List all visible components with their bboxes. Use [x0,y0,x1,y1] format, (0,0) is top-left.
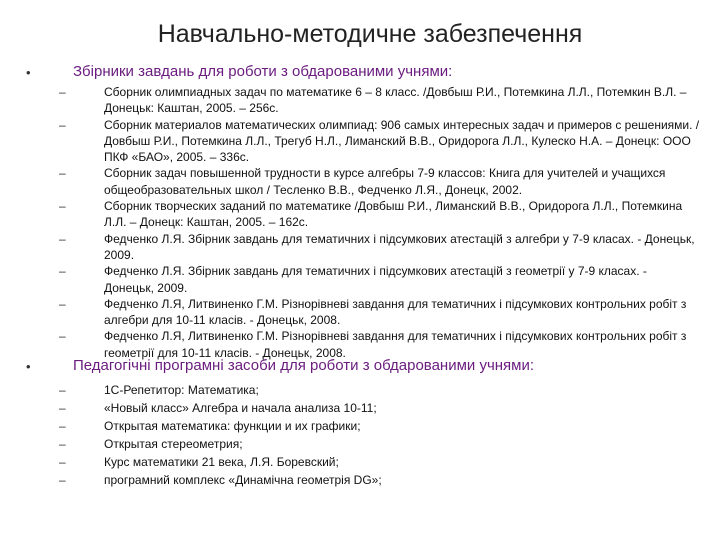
list-item [0,198,720,231]
list-item-text: Сборник материалов математических олимпиад: 906 самых интересных задач и примеров с решениями. / Довбыш Р.И., Потемкина Л.Л., Трегуб Н.Л., Лиманский В.В., Оридорога Л.Л., Кулеско Н.А. – Донецк: ООО ПКФ «БАО», 2005. – 336с. [104,117,700,165]
dash-icon: – [59,85,66,99]
list-item-text: Федченко Л.Я. Збірник завдань для тематичних і підсумкових атестацій з алгебри у 7-9 класах. - Донецьк, 2009. [104,231,695,262]
list-item-text: Сборник творческих заданий по математике /Довбыш Р.И., Лиманский В.В., Оридорога Л.Л., Потемкина Л.Л. – Донецк: Каштан, 2005. – 162с. [104,199,683,230]
section-heading-collections: Збірники завдань для роботи з обдарованими учнями: [73,63,453,80]
dash-icon: – [59,455,66,469]
dash-icon: – [59,117,66,132]
dash-icon: – [59,199,66,214]
software-list [0,381,720,489]
list-item [0,471,720,489]
list-item-text: програмний комплекс «Динамічна геометрія DG»; [104,473,382,487]
list-item [0,117,720,166]
bullet-icon: • [26,65,31,80]
list-item-text: Сборник задач повышенной трудности в курсе алгебры 7-9 классов: Книга для учителей и учащихся общеобразовательных школ / Тесленко В.В., Федченко Л.Я., Донецк, 2002. [104,166,666,197]
list-item-text: Открытая математика: функции и их графики; [104,419,361,433]
list-item [0,263,720,296]
list-item-text: Федченко Л.Я. Збірник завдань для тематичних і підсумкових атестацій з геометрії у 7-9 класах. - Донецьк, 2009. [104,264,647,295]
list-item-text: 1С-Репетитор: Математика; [104,383,259,397]
bullet-icon: • [26,359,31,374]
dash-icon: – [59,419,66,433]
dash-icon: – [59,166,66,181]
list-item [0,84,720,117]
dash-icon: – [59,383,66,397]
collections-list [0,84,720,361]
list-item-text: Открытая стереометрия; [104,437,243,451]
list-item [0,296,720,329]
dash-icon: – [59,231,66,246]
dash-icon: – [59,329,66,344]
slide-title: Навчально-методичне забезпечення [157,20,583,48]
dash-icon: – [59,473,66,487]
dash-icon: – [59,264,66,279]
list-item-text: «Новый класс» Алгебра и начала анализа 10-11; [104,401,377,415]
dash-icon: – [59,437,66,451]
list-item [0,399,720,417]
list-item [0,231,720,264]
list-item [0,165,720,198]
list-item-text: Курс математики 21 века, Л.Я. Боревский; [104,455,339,469]
list-item [0,417,720,435]
list-item [0,381,720,399]
list-item-text: Федченко Л.Я, Литвиненко Г.М. Різнорівневі завдання для тематичних і підсумкових контрольних робіт з алгебри для 10-11 класів. - Донецьк, 2008. [104,296,687,328]
list-item [0,453,720,471]
dash-icon: – [59,401,66,415]
list-item-text: Сборник олимпиадных задач по математике 6 – 8 класс. /Довбыш Р.И., Потемкина Л.Л., Потемкин В.Л. – Донецьк: Каштан, 2005. – 256с. [104,85,687,116]
dash-icon: – [59,296,66,311]
list-item [0,435,720,453]
list-item-text: Федченко Л.Я, Литвиненко Г.М. Різнорівневі завдання для тематичних і підсумкових контрольних робіт з геометрії для 10-11 класів. - Донецьк, 2008. [104,329,687,360]
section-heading-software: Педагогічні програмні засоби для роботи з обдарованими учнями: [73,357,535,374]
